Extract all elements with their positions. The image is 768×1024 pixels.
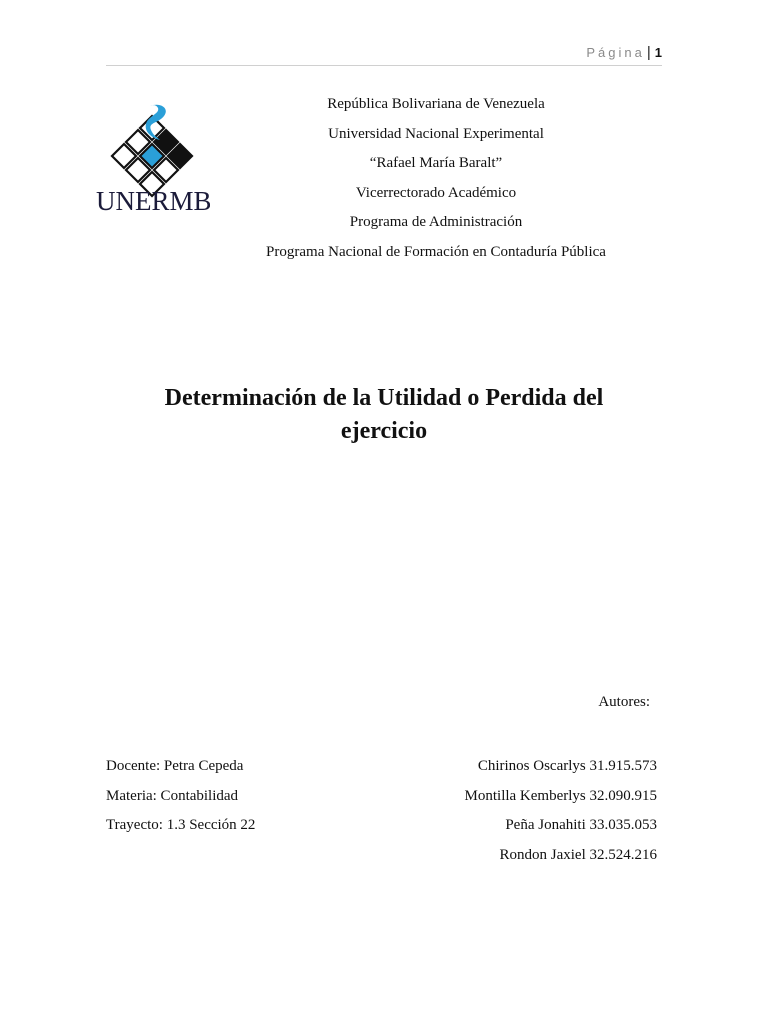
institution-line: Vicerrectorado Académico [355,184,517,201]
page-separator: | [646,44,651,61]
page-header [586,44,662,61]
logo-wordmark: UNERMB [96,186,210,214]
course-info-line: Docente: Petra Cepeda [106,758,244,774]
course-info [106,752,255,841]
institution-block [236,90,636,268]
institution-line: “Rafael María Baralt” [369,155,503,172]
title-line-1: Determinación de la Utilidad o Perdida del [164,385,604,411]
institution-line: Universidad Nacional Experimental [328,125,544,142]
author-item: Peña Jonahiti 33.035.053 [505,817,657,834]
header-rule [106,65,662,66]
authors-list [465,752,657,870]
authors-label: Autores: [598,694,650,710]
page-number: 1 [654,45,662,60]
author-item: Montilla Kemberlys 32.090.915 [464,787,657,804]
institution-line: República Bolivariana de Venezuela [327,96,545,112]
institution-line: Programa de Administración [349,214,523,231]
institution-line: Programa Nacional de Formación en Contaduría Pública [266,243,606,260]
course-info-line: Materia: Contabilidad [106,787,239,804]
title-line-2: ejercicio [340,418,428,444]
page-label: Página [586,45,645,60]
author-item: Chirinos Oscarlys 31.915.573 [477,758,657,774]
document-title [120,382,648,448]
unermb-logo-icon [94,98,210,214]
author-item: Rondon Jaxiel 32.524.216 [499,846,657,863]
course-info-line: Trayecto: 1.3 Sección 22 [106,817,256,834]
unermb-logo [94,98,210,214]
